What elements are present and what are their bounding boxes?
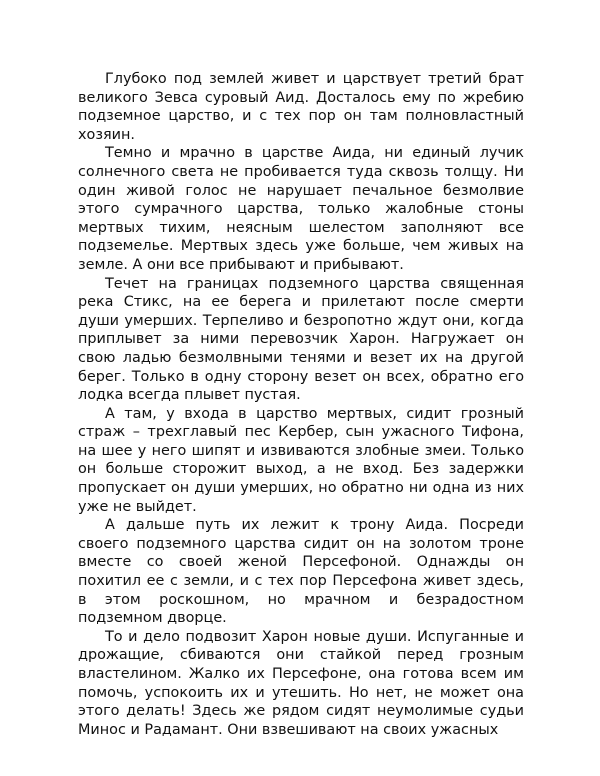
paragraph-4: А там, у входа в царство мертвых, сидит грозный страж – трехглавый пес Кербер, сын ужасного Тифона, на шее у него шипят и извиваются злобные змеи. Только он больше сторожит выход, а не вход. Без задержки пропускает он души умерших, но обратно ни одна из них уже не выйдет. xyxy=(78,405,524,515)
paragraph-3: Течет на границах подземного царства священная река Стикс, на ее берега и прилетают после смерти души умерших. Терпеливо и безропотно ждут они, когда приплывет за ними перевозчик Харон. Нагружает он свою ладью безмолвными тенями и везет их на другой берег. Только в одну сторону везет он всех, обратно его лодка всегда плывет пустая. xyxy=(78,275,524,404)
document-page xyxy=(78,70,524,739)
paragraph-5: А дальше путь их лежит к трону Аида. Посреди своего подземного царства сидит он на золотом троне вместе со своей женой Персефоной. Однажды он похитил ее с земли, и с тех пор Персефона живет здесь, в этом роскошном, но мрачном и безрадостном подземном дворце. xyxy=(78,517,524,627)
paragraph-6: То и дело подвозит Харон новые души. Испуганные и дрожащие, сбиваются они стайкой перед грозным властелином. Жалко их Персефоне, она готова всем им помочь, успокоить их и утешить. Но нет, не может она этого делать! Здесь же рядом сидят неумолимые судьи Минос и Радамант. Они взвешивают на своих ужасных xyxy=(78,628,524,738)
paragraph-2: Темно и мрачно в царстве Аида, ни единый лучик солнечного света не пробивается туда сквозь толщу. Ни один живой голос не нарушает печальное безмолвие этого сумрачного царства, только жалобные стоны мертвых тихим, неясным шелестом заполняют все подземелье. Мертвых здесь уже больше, чем живых на земле. А они все прибывают и прибывают. xyxy=(78,145,524,273)
paragraph-1: Глубоко под землей живет и царствует третий брат великого Зевса суровый Аид. Досталось ему по жребию подземное царство, и с тех пор он там полновластный хозяин. xyxy=(78,71,524,143)
